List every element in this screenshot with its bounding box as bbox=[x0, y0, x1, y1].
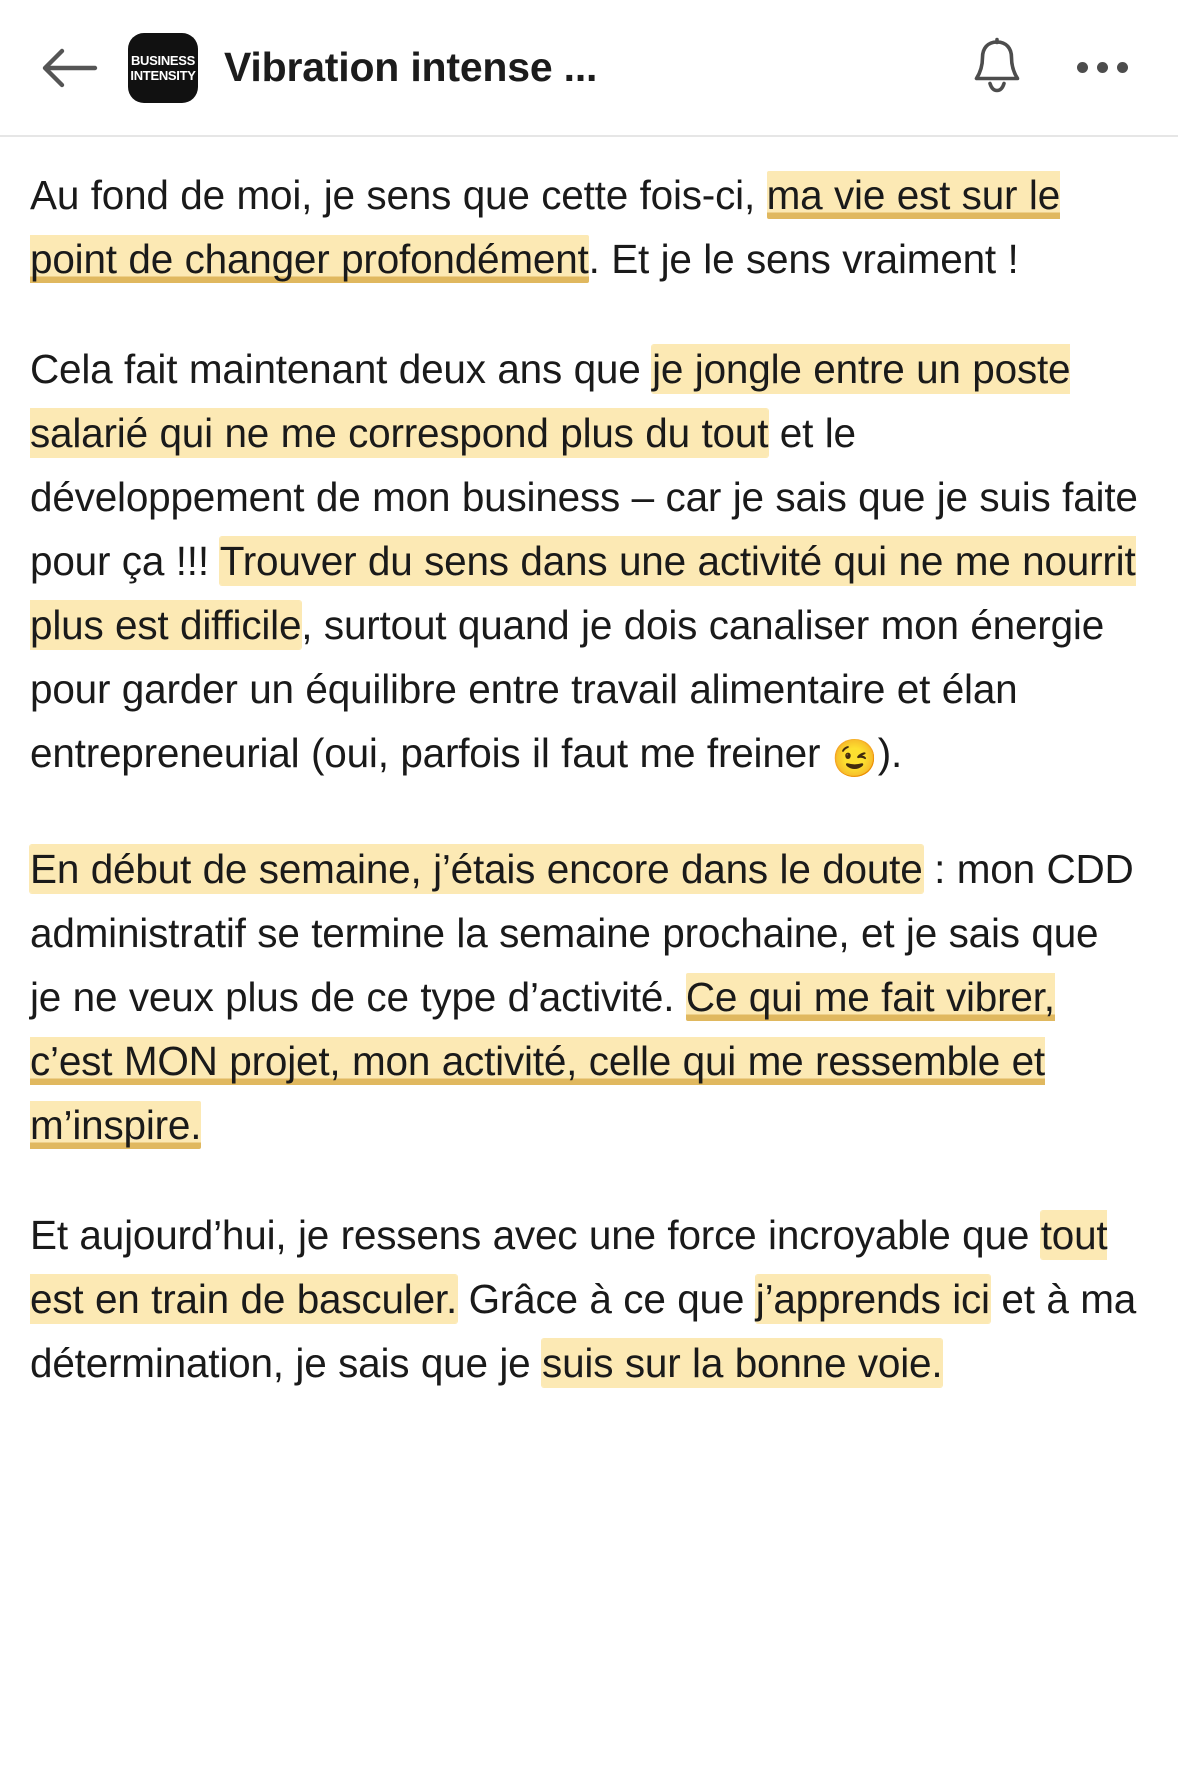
highlighted-text-run: tout est en train de basculer. bbox=[30, 1212, 1108, 1322]
highlighted-text-run: En début de semaine, j’étais encore dans le doute bbox=[30, 846, 923, 892]
highlighted-text-run: Ce qui me fait vibrer, c’est MON projet, mon activité, celle qui me ressemble et m’inspire. bbox=[30, 974, 1055, 1148]
app-logo bbox=[128, 33, 198, 103]
bell-icon bbox=[969, 36, 1025, 99]
winking-face-emoji: 😉 bbox=[831, 738, 878, 779]
text-run: et le développement de mon business – car je sais que je suis faite pour ça !!! bbox=[30, 410, 1138, 584]
text-run: et à ma détermination, je sais que je bbox=[30, 1276, 1137, 1386]
text-run: : mon CDD administratif se termine la semaine prochaine, et je sais que je ne veux plus de ce type d’activité. bbox=[30, 846, 1134, 1020]
app-logo-line1: BUSINESS bbox=[128, 53, 198, 68]
page-title: Vibration intense ... bbox=[224, 44, 598, 90]
text-run: ). bbox=[877, 730, 903, 776]
post-paragraph-4 bbox=[30, 1203, 1138, 1395]
highlighted-text-run: je jongle entre un poste salarié qui ne me correspond plus du tout bbox=[30, 346, 1071, 456]
text-run: . Et je le sens vraiment ! bbox=[588, 236, 1019, 282]
text-run: Grâce à ce que bbox=[457, 1276, 756, 1322]
header-actions bbox=[968, 37, 1144, 99]
highlighted-text-run: j’apprends ici bbox=[755, 1276, 990, 1322]
app-header bbox=[0, 0, 1178, 137]
post-paragraph-2 bbox=[30, 337, 1138, 791]
post-body bbox=[0, 137, 1178, 1395]
more-options-button[interactable] bbox=[1070, 37, 1134, 99]
text-run: Et aujourd’hui, je ressens avec une force incroyable que bbox=[30, 1212, 1041, 1258]
highlighted-text-run: Trouver du sens dans une activité qui ne me nourrit plus est difficile bbox=[30, 538, 1136, 648]
highlighted-text-run: suis sur la bonne voie. bbox=[542, 1340, 943, 1386]
post-paragraph-3 bbox=[30, 837, 1138, 1157]
notifications-button[interactable] bbox=[968, 37, 1026, 99]
post-paragraph-1 bbox=[30, 163, 1138, 291]
highlighted-text-run: ma vie est sur le point de changer profondément bbox=[30, 172, 1061, 282]
more-options-icon bbox=[1077, 62, 1128, 73]
back-button[interactable] bbox=[38, 37, 100, 99]
arrow-left-icon bbox=[40, 47, 98, 89]
text-run: , surtout quand je dois canaliser mon énergie pour garder un équilibre entre travail alimentaire et élan entrepreneurial (oui, parfois il faut me freiner bbox=[30, 602, 1105, 776]
text-run: Cela fait maintenant deux ans que bbox=[30, 346, 653, 392]
text-run: Au fond de moi, je sens que cette fois-ci, bbox=[30, 172, 767, 218]
app-logo-line2: INTENSITY bbox=[128, 68, 198, 83]
